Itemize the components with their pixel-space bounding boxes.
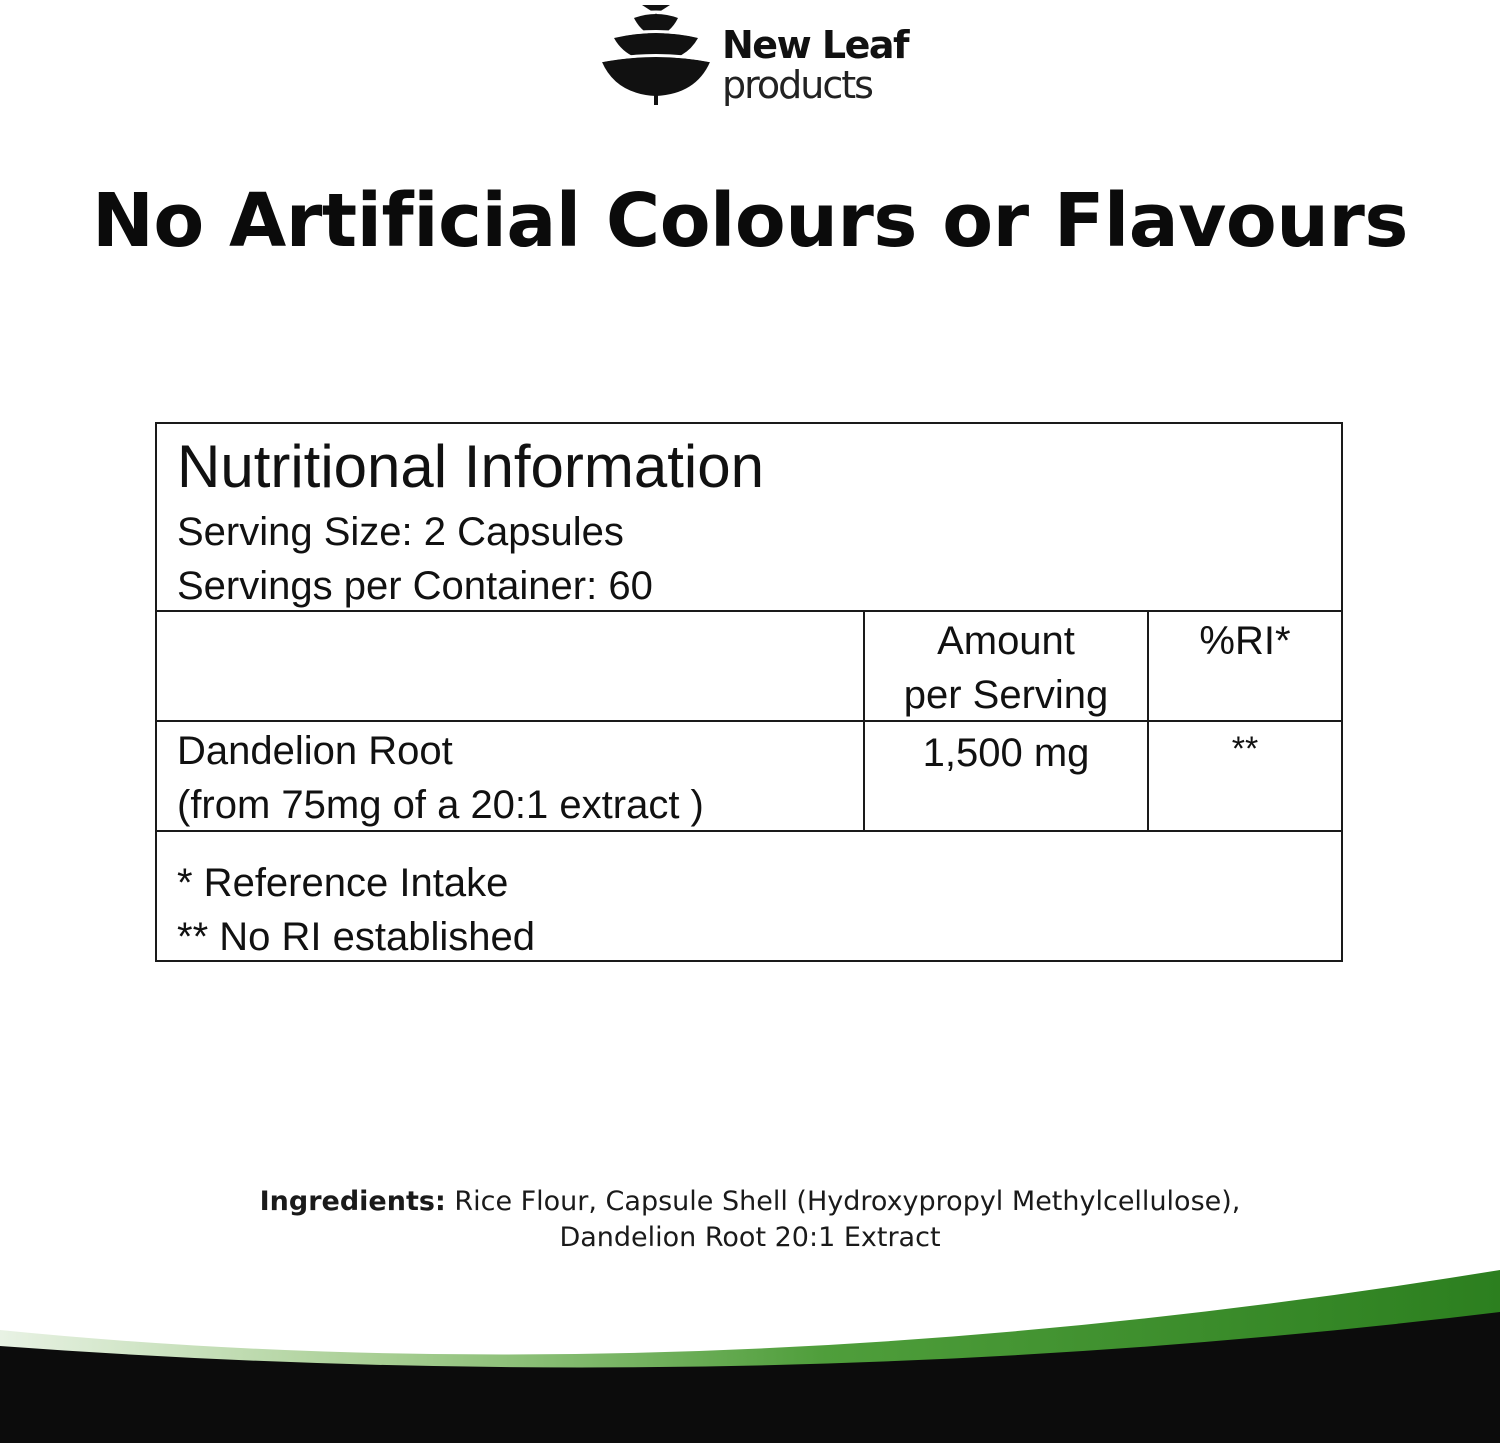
ingredients-line1 bbox=[0, 1184, 1500, 1220]
ingredient-name-line2: (from 75mg of a 20:1 extract ) bbox=[177, 783, 704, 827]
nutrition-header bbox=[157, 424, 1341, 612]
brand-wordmark bbox=[722, 23, 909, 107]
ingredient-ri: ** bbox=[1231, 730, 1259, 768]
ri-column-header: %RI* bbox=[1199, 619, 1291, 663]
decorative-swoosh bbox=[0, 1270, 1500, 1443]
brand-name: New Leaf bbox=[722, 23, 909, 67]
ingredient-amount: 1,500 mg bbox=[922, 731, 1090, 775]
brand-logo bbox=[600, 2, 910, 112]
serving-size: Serving Size: 2 Capsules bbox=[177, 510, 624, 554]
footnote-no-ri: ** No RI established bbox=[177, 915, 535, 959]
column-divider bbox=[1147, 612, 1149, 832]
column-header-row bbox=[157, 612, 1341, 722]
ingredients-statement bbox=[0, 1184, 1500, 1256]
nutrition-table bbox=[155, 422, 1343, 962]
table-footnotes bbox=[177, 856, 535, 964]
ingredients-text-line1: Rice Flour, Capsule Shell (Hydroxypropyl Methylcellulose), bbox=[445, 1186, 1241, 1217]
ingredients-text-line2: Dandelion Root 20:1 Extract bbox=[559, 1222, 941, 1253]
ingredient-name-line1: Dandelion Root bbox=[177, 729, 453, 773]
servings-per-container: Servings per Container: 60 bbox=[177, 564, 653, 608]
table-row bbox=[157, 722, 1341, 832]
amount-column-header bbox=[865, 612, 1147, 722]
footnote-reference-intake: * Reference Intake bbox=[177, 861, 509, 905]
new-leaf-logo-icon bbox=[600, 2, 712, 106]
column-divider bbox=[863, 612, 865, 832]
page-headline: No Artificial Colours or Flavours bbox=[92, 178, 1408, 264]
ingredients-label: Ingredients: bbox=[259, 1186, 446, 1217]
nutrition-title: Nutritional Information bbox=[177, 433, 764, 500]
brand-subname: products bbox=[722, 63, 872, 107]
amount-header-line1: Amount bbox=[937, 619, 1075, 663]
ingredient-name bbox=[177, 722, 704, 832]
amount-header-line2: per Serving bbox=[903, 673, 1109, 717]
